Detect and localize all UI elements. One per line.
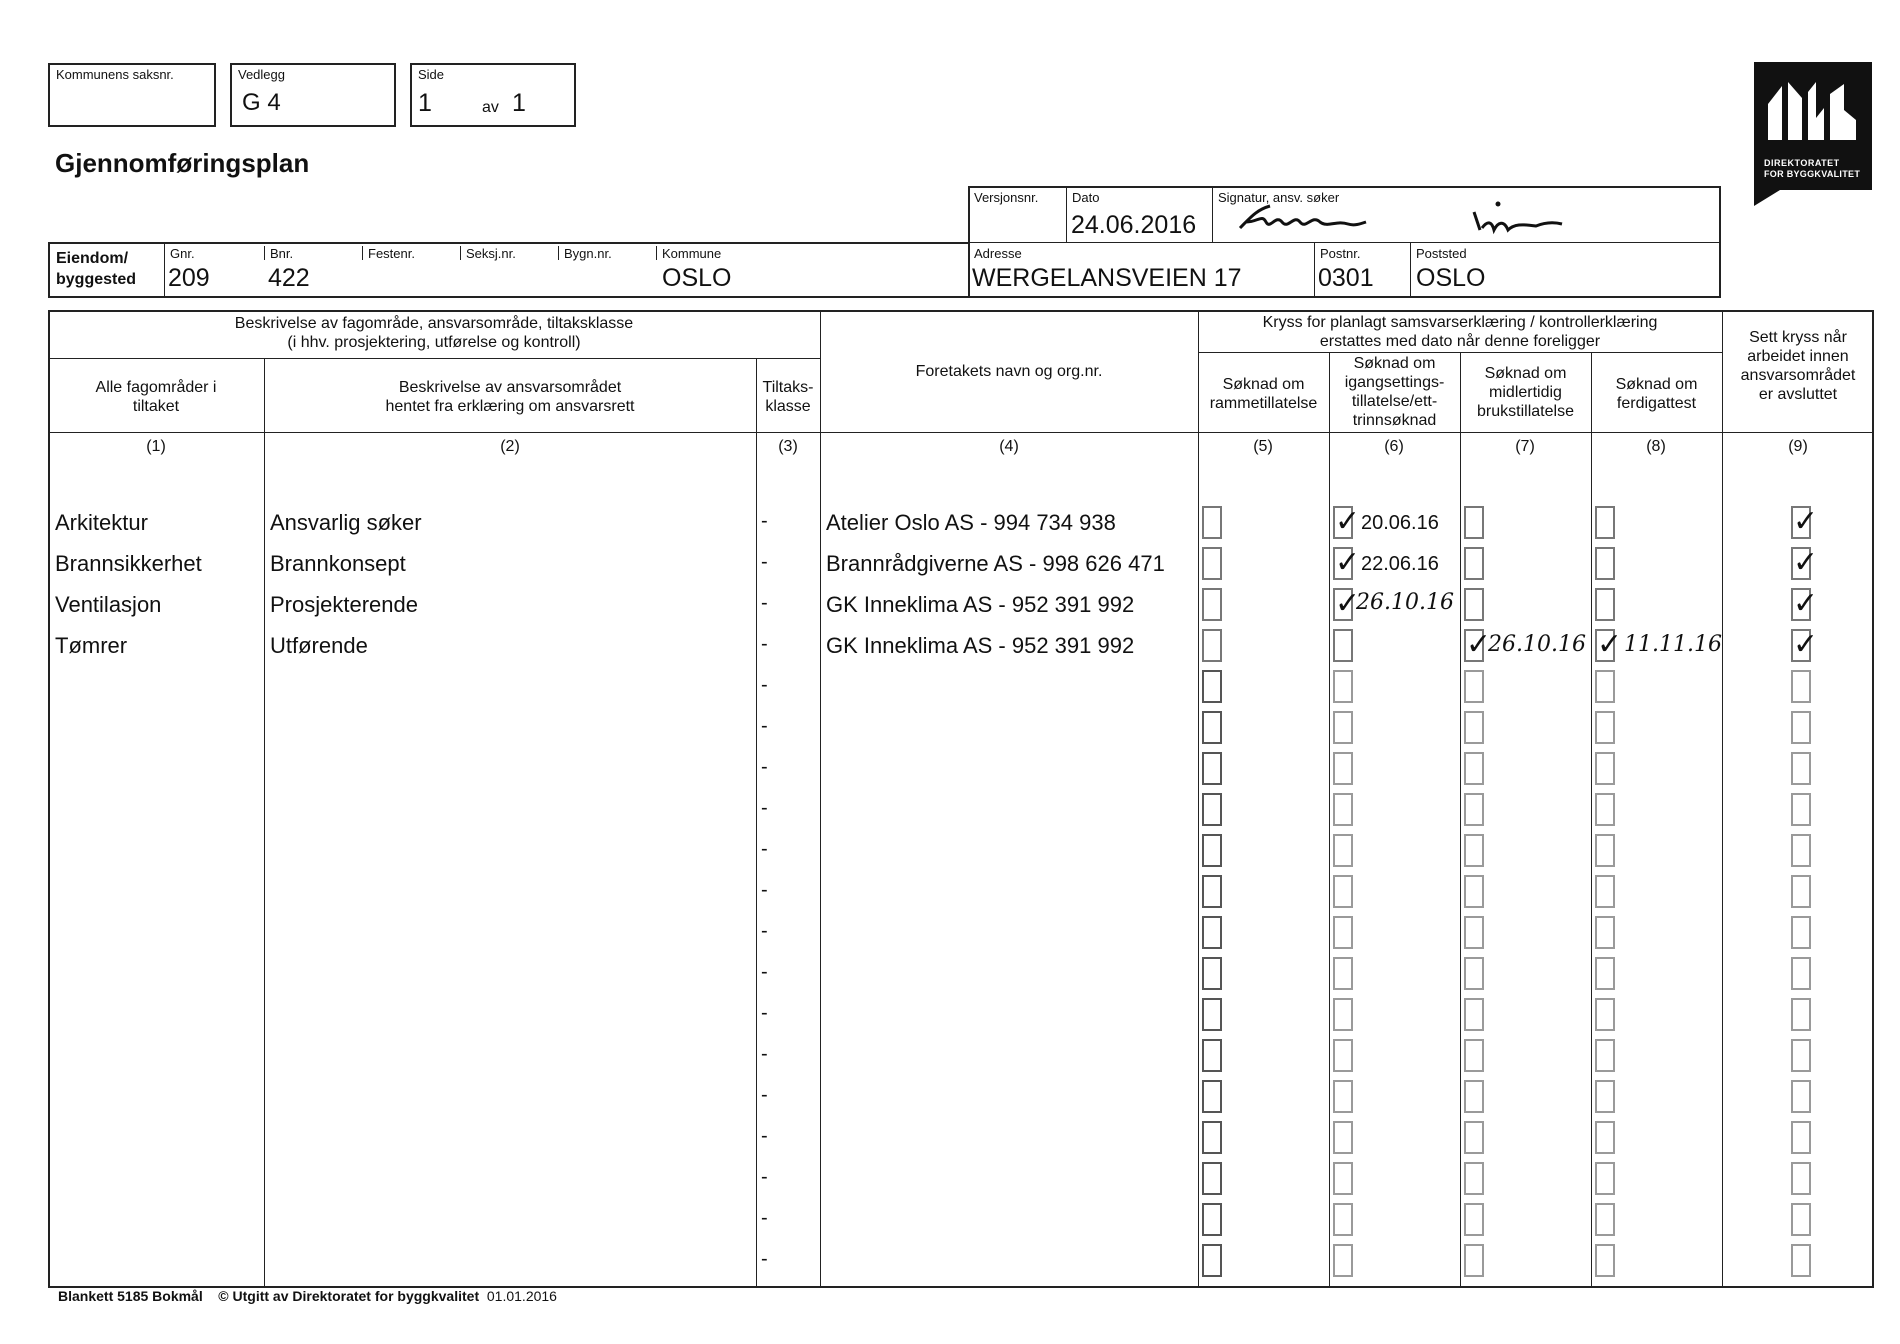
col4-header: Foretakets navn og org.nr. [915,363,1103,380]
checkbox-c9[interactable] [1791,711,1811,744]
row3-foretak: GK Inneklima AS - 952 391 992 [826,592,1135,617]
col2-header-2: hentet fra erklæring om ansvarsrett [385,398,635,415]
tiltaksklasse-dash: - [761,1125,768,1147]
tiltaksklasse-dash: - [761,1248,768,1270]
col9-header-2: arbeidet innen [1747,348,1849,365]
bnr-label: Bnr. [270,246,294,261]
checkbox-c6[interactable] [1333,1121,1353,1154]
checkbox-c6[interactable] [1333,793,1353,826]
checkbox-c9[interactable] [1791,916,1811,949]
checkbox-c5[interactable] [1202,629,1222,662]
side-label: Side [418,67,445,82]
col3-header [756,378,820,416]
checkbox-c7[interactable] [1464,1244,1484,1277]
festenr-label: Festenr. [368,246,415,261]
check-mark-icon: ✓ [1335,546,1361,579]
colnum-2: (2) [500,438,520,455]
kryss-header-1: Kryss for planlagt samsvarserklæring / kontrollerklæring [1262,314,1658,331]
col6-header-4: trinnsøknad [1352,412,1437,429]
kommune-label: Kommune [662,246,722,261]
saksnr-box[interactable] [48,63,216,127]
check-mark-icon: ✓ [1335,505,1361,538]
checkbox-c7[interactable] [1464,875,1484,908]
checkbox-c8[interactable] [1595,711,1615,744]
dato-label: Dato [1072,190,1100,205]
checkbox-c9[interactable] [1791,875,1811,908]
col6-header-3: tillatelse/ett- [1351,393,1438,410]
col9-header-3: ansvarsområdet [1740,367,1856,384]
checkbox-c8[interactable] [1595,1080,1615,1113]
checkbox-c5[interactable] [1202,1121,1222,1154]
colnum-3: (3) [778,438,798,455]
checkbox-c8[interactable] [1595,752,1615,785]
row1-beskrivelse: Ansvarlig søker [270,510,422,535]
tiltaksklasse-dash: - [761,1166,768,1188]
row3-c6-date: 26.10.16 [1356,590,1454,615]
tiltaksklasse-dash: - [761,756,768,778]
checkbox-c5[interactable] [1202,1203,1222,1236]
tiltaksklasse-dash: - [761,1043,768,1065]
col1-header [48,378,264,416]
checkbox-c5[interactable] [1202,1162,1222,1195]
gnr-value[interactable]: 209 [168,264,210,292]
checkbox-c5[interactable] [1202,998,1222,1031]
checkbox-c5[interactable] [1202,711,1222,744]
tiltaksklasse-dash: - [761,1084,768,1106]
row2-fagomrade: Brannsikkerhet [55,551,202,576]
colnum-7: (7) [1515,438,1535,455]
col5-header [1198,375,1329,413]
checkbox-c9[interactable] [1791,1162,1811,1195]
checkbox-c9[interactable] [1791,957,1811,990]
checkbox-c5[interactable] [1202,752,1222,785]
tiltaksklasse-dash: - [761,1207,768,1229]
col8-header [1591,375,1722,413]
checkbox-c6[interactable] [1333,670,1353,703]
checkbox-c9[interactable] [1791,670,1811,703]
checkbox-c5[interactable] [1202,1039,1222,1072]
tiltaksklasse-dash: - [761,510,768,532]
bnr-value[interactable]: 422 [268,264,310,292]
dibk-logo-icon [1754,68,1872,148]
col7-header-3: brukstillatelse [1477,403,1574,420]
checkbox-c8[interactable] [1595,916,1615,949]
col5-header-2: rammetillatelse [1209,395,1318,412]
checkbox-c9[interactable] [1791,1244,1811,1277]
postnr-value[interactable]: 0301 [1318,264,1374,292]
check-mark-icon: ✓ [1793,628,1819,661]
row4-foretak: GK Inneklima AS - 952 391 992 [826,633,1135,658]
col8-header-1: Søknad om [1615,376,1698,393]
check-mark-icon: ✓ [1793,546,1819,579]
page-title: Gjennomføringsplan [55,148,310,178]
poststed-label: Poststed [1416,246,1467,261]
checkbox-c9[interactable] [1791,1203,1811,1236]
group-header [48,314,820,352]
checkbox-c8[interactable] [1595,957,1615,990]
checkbox-c8[interactable] [1595,506,1615,539]
checkbox-c8[interactable] [1595,1121,1615,1154]
colnum-4: (4) [999,438,1019,455]
checkbox-c8[interactable] [1595,998,1615,1031]
col8-header-2: ferdigattest [1616,395,1697,412]
footer-publisher: © Utgitt av Direktoratet for byggkvalitet [218,1288,480,1304]
checkbox-c6[interactable] [1333,998,1353,1031]
checkbox-c5[interactable] [1202,1080,1222,1113]
col3-header-2: klasse [765,398,811,415]
col1-header-2: tiltaket [132,398,180,415]
checkbox-c6[interactable] [1333,711,1353,744]
checkbox-c8[interactable] [1595,1162,1615,1195]
checkbox-c7[interactable] [1464,752,1484,785]
logo-corner [1754,190,1780,206]
checkbox-c8[interactable] [1595,1244,1615,1277]
tiltaksklasse-dash: - [761,715,768,737]
group-header-2: (i hhv. prosjektering, utførelse og kontroll) [287,334,581,351]
checkbox-c7[interactable] [1464,793,1484,826]
group-header-1: Beskrivelse av fagområde, ansvarsområde, tiltaksklasse [234,315,634,332]
checkbox-c6[interactable] [1333,1203,1353,1236]
col3-header-1: Tiltaks- [762,379,814,396]
tiltaksklasse-dash: - [761,592,768,614]
row1-fagomrade: Arkitektur [55,510,148,535]
row4-c8-date: 11.11.16 [1624,632,1722,657]
postnr-label: Postnr. [1320,246,1361,261]
gnr-label: Gnr. [170,246,195,261]
tiltaksklasse-dash: - [761,551,768,573]
eiendom-label-1: Eiendom/ [56,250,129,267]
checkbox-c7[interactable] [1464,1203,1484,1236]
checkbox-c5[interactable] [1202,547,1222,580]
checkbox-c7[interactable] [1464,957,1484,990]
eiendom-label [56,248,136,290]
checkbox-c6[interactable] [1333,916,1353,949]
checkbox-c7[interactable] [1464,1162,1484,1195]
checkbox-c9[interactable] [1791,998,1811,1031]
checkbox-c8[interactable] [1595,588,1615,621]
seksjnr-label: Seksj.nr. [466,246,516,261]
col6-header-1: Søknad om [1353,355,1436,372]
dato-value[interactable]: 24.06.2016 [1071,211,1197,239]
checkbox-c6[interactable] [1333,875,1353,908]
vedlegg-box[interactable] [230,63,396,127]
kryss-header [1198,313,1722,351]
row3-beskrivelse: Prosjekterende [270,592,418,617]
checkbox-c7[interactable] [1464,670,1484,703]
checkbox-c7[interactable] [1464,834,1484,867]
checkbox-c8[interactable] [1595,875,1615,908]
checkbox-c7[interactable] [1464,1039,1484,1072]
checkbox-c5[interactable] [1202,588,1222,621]
checkbox-c6[interactable] [1333,1080,1353,1113]
checkbox-c9[interactable] [1791,834,1811,867]
colnum-6: (6) [1384,438,1404,455]
checkbox-c6[interactable] [1333,834,1353,867]
colnum-9: (9) [1788,438,1808,455]
row4-fagomrade: Tømrer [55,633,128,658]
row2-beskrivelse: Brannkonsept [270,551,406,576]
checkbox-c8[interactable] [1595,834,1615,867]
check-mark-icon: ✓ [1793,587,1819,620]
signature-image [1236,200,1566,240]
footer [58,1288,557,1304]
col9-header-1: Sett kryss når [1749,329,1847,346]
tiltaksklasse-dash: - [761,838,768,860]
tiltaksklasse-dash: - [761,961,768,983]
checkbox-c7[interactable] [1464,711,1484,744]
checkbox-c7[interactable] [1464,547,1484,580]
row1-c6-date: 20.06.16 [1361,512,1439,534]
col2-header [264,378,756,416]
versjon-label: Versjonsnr. [974,190,1039,205]
col2-header-1: Beskrivelse av ansvarsområdet [398,379,622,396]
checkbox-c5[interactable] [1202,670,1222,703]
col9-header-4: er avsluttet [1758,386,1838,403]
checkbox-c9[interactable] [1791,1121,1811,1154]
checkbox-c8[interactable] [1595,670,1615,703]
row2-foretak: Brannrådgiverne AS - 998 626 471 [826,551,1165,576]
checkbox-c5[interactable] [1202,916,1222,949]
row4-beskrivelse: Utførende [270,633,368,658]
side-total: 1 [512,89,526,117]
dibk-logo [1754,62,1872,190]
colnum-5: (5) [1253,438,1273,455]
checkbox-c9[interactable] [1791,1080,1811,1113]
checkbox-c6[interactable] [1333,1039,1353,1072]
checkbox-c7[interactable] [1464,506,1484,539]
col7-header [1460,364,1591,421]
checkbox-c8[interactable] [1595,793,1615,826]
tiltaksklasse-dash: - [761,797,768,819]
adresse-value[interactable]: WERGELANSVEIEN 17 [972,264,1242,292]
checkbox-c7[interactable] [1464,1121,1484,1154]
kryss-header-2: erstattes med dato når denne foreligger [1319,333,1601,350]
saksnr-label: Kommunens saksnr. [56,67,174,82]
checkbox-c7[interactable] [1464,588,1484,621]
colnum-1: (1) [146,438,166,455]
checkbox-c6[interactable] [1333,957,1353,990]
bygnnr-label: Bygn.nr. [564,246,612,261]
checkbox-c7[interactable] [1464,998,1484,1031]
poststed-value[interactable]: OSLO [1416,264,1486,292]
checkbox-c6[interactable] [1333,629,1353,662]
checkbox-c6[interactable] [1333,752,1353,785]
signatur-label: Signatur, ansv. søker [1218,190,1340,205]
logo-line1: DIREKTORATET [1764,158,1840,168]
tiltaksklasse-dash: - [761,633,768,655]
eiendom-label-2: byggested [56,271,137,288]
vedlegg-label: Vedlegg [238,67,285,82]
vedlegg-value: G 4 [242,89,281,116]
tiltaksklasse-dash: - [761,1002,768,1024]
check-mark-icon: ✓ [1335,587,1361,620]
side-of: av [482,99,499,116]
checkbox-c6[interactable] [1333,1244,1353,1277]
footer-form: Blankett 5185 Bokmål [58,1288,203,1304]
checkbox-c7[interactable] [1464,916,1484,949]
checkbox-c5[interactable] [1202,875,1222,908]
row4-c7-date: 26.10.16 [1488,632,1586,657]
logo-line2: FOR BYGGKVALITET [1764,169,1861,179]
row2-c6-date: 22.06.16 [1361,553,1439,575]
checkbox-c9[interactable] [1791,1039,1811,1072]
checkbox-c5[interactable] [1202,834,1222,867]
col9-header [1722,328,1874,404]
adresse-label: Adresse [974,246,1022,261]
check-mark-icon: ✓ [1793,505,1819,538]
checkbox-c5[interactable] [1202,957,1222,990]
tiltaksklasse-dash: - [761,920,768,942]
check-mark-icon: ✓ [1597,628,1623,661]
checkbox-c8[interactable] [1595,1039,1615,1072]
row3-fagomrade: Ventilasjon [55,592,162,617]
col7-header-2: midlertidig [1489,384,1562,401]
checkbox-c9[interactable] [1791,752,1811,785]
tiltaksklasse-dash: - [761,674,768,696]
row1-foretak: Atelier Oslo AS - 994 734 938 [826,510,1116,535]
col6-header-2: igangsettings- [1344,374,1445,391]
checkbox-c7[interactable] [1464,1080,1484,1113]
checkbox-c6[interactable] [1333,1162,1353,1195]
col1-header-1: Alle fagområder i [95,379,217,396]
checkbox-c5[interactable] [1202,793,1222,826]
side-value: 1 [418,89,432,117]
kommune-value[interactable]: OSLO [662,264,732,292]
checkbox-c8[interactable] [1595,547,1615,580]
side-box[interactable] [410,63,576,127]
colnum-8: (8) [1646,438,1666,455]
col6-header [1329,354,1460,430]
col7-header-1: Søknad om [1484,365,1567,382]
check-mark-icon: ✓ [1466,628,1492,661]
col5-header-1: Søknad om [1222,376,1305,393]
checkbox-c9[interactable] [1791,793,1811,826]
checkbox-c8[interactable] [1595,1203,1615,1236]
checkbox-c5[interactable] [1202,1244,1222,1277]
tiltaksklasse-dash: - [761,879,768,901]
checkbox-c5[interactable] [1202,506,1222,539]
footer-date: 01.01.2016 [486,1288,557,1304]
